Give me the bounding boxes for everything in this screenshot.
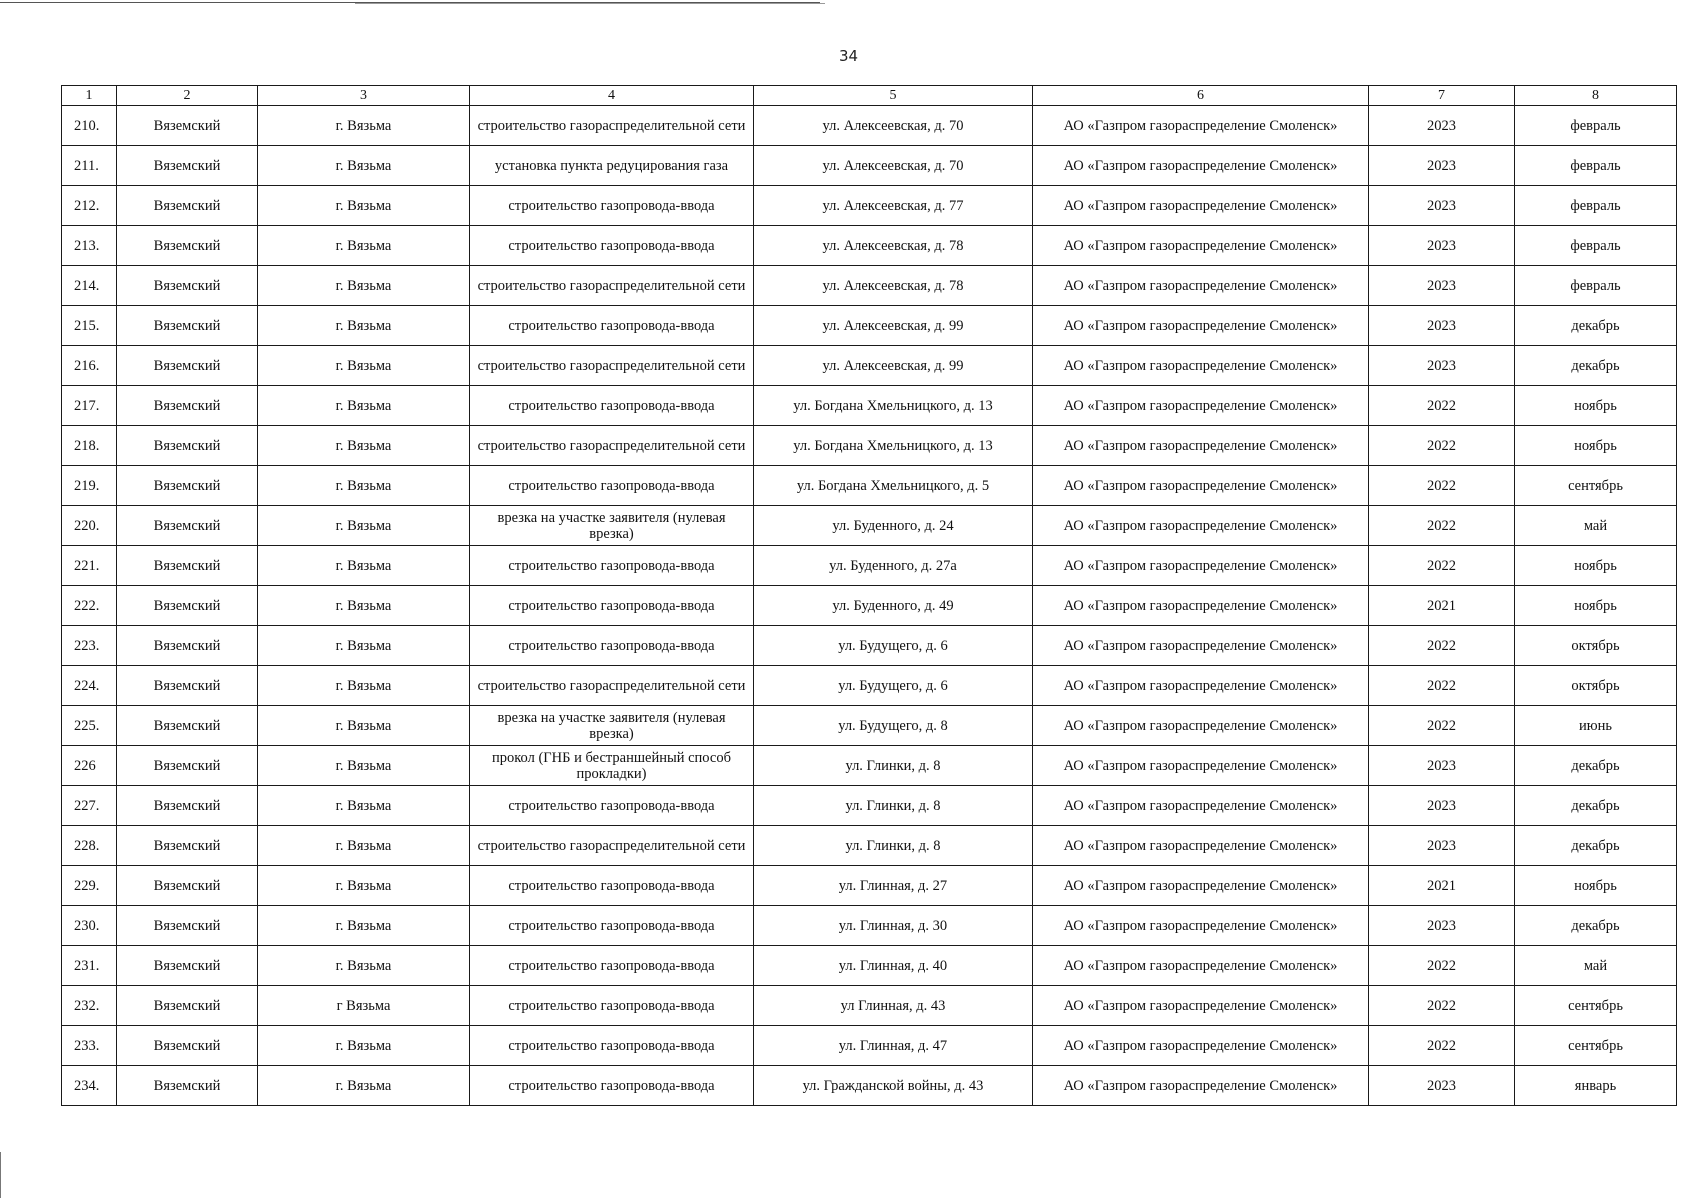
address-cell: ул. Глинная, д. 47 xyxy=(754,1026,1033,1066)
district-cell: Вяземский xyxy=(117,466,258,506)
table-row xyxy=(62,346,1677,386)
scan-edge-line-faint xyxy=(355,3,825,4)
row-number: 226 xyxy=(62,746,117,786)
year-cell: 2023 xyxy=(1369,746,1515,786)
table-row xyxy=(62,1066,1677,1106)
organization-cell: АО «Газпром газораспределение Смоленск» xyxy=(1033,186,1369,226)
locality-cell: г Вязьма xyxy=(258,986,470,1026)
year-cell: 2023 xyxy=(1369,186,1515,226)
table-row xyxy=(62,266,1677,306)
district-cell: Вяземский xyxy=(117,1066,258,1106)
address-cell: ул. Глинки, д. 8 xyxy=(754,786,1033,826)
year-cell: 2021 xyxy=(1369,866,1515,906)
work-type-cell: строительство газораспределительной сети xyxy=(470,826,754,866)
work-type-cell: строительство газопровода-ввода xyxy=(470,906,754,946)
month-cell: сентябрь xyxy=(1515,1026,1677,1066)
district-cell: Вяземский xyxy=(117,866,258,906)
year-cell: 2022 xyxy=(1369,986,1515,1026)
organization-cell: АО «Газпром газораспределение Смоленск» xyxy=(1033,546,1369,586)
address-cell: ул. Будущего, д. 6 xyxy=(754,626,1033,666)
table-row xyxy=(62,706,1677,746)
district-cell: Вяземский xyxy=(117,186,258,226)
district-cell: Вяземский xyxy=(117,386,258,426)
locality-cell: г. Вязьма xyxy=(258,586,470,626)
table-row xyxy=(62,746,1677,786)
month-cell: май xyxy=(1515,506,1677,546)
address-cell: ул. Богдана Хмельницкого, д. 13 xyxy=(754,426,1033,466)
locality-cell: г. Вязьма xyxy=(258,946,470,986)
column-header-5: 5 xyxy=(754,86,1033,106)
row-number: 227. xyxy=(62,786,117,826)
row-number: 228. xyxy=(62,826,117,866)
page-number: 34 xyxy=(838,47,859,65)
table-row xyxy=(62,1026,1677,1066)
table-row xyxy=(62,946,1677,986)
organization-cell: АО «Газпром газораспределение Смоленск» xyxy=(1033,306,1369,346)
work-type-cell: установка пункта редуцирования газа xyxy=(470,146,754,186)
district-cell: Вяземский xyxy=(117,426,258,466)
year-cell: 2023 xyxy=(1369,906,1515,946)
district-cell: Вяземский xyxy=(117,906,258,946)
table-row xyxy=(62,146,1677,186)
year-cell: 2022 xyxy=(1369,466,1515,506)
month-cell: сентябрь xyxy=(1515,466,1677,506)
year-cell: 2023 xyxy=(1369,106,1515,146)
locality-cell: г. Вязьма xyxy=(258,746,470,786)
month-cell: ноябрь xyxy=(1515,386,1677,426)
organization-cell: АО «Газпром газораспределение Смоленск» xyxy=(1033,346,1369,386)
organization-cell: АО «Газпром газораспределение Смоленск» xyxy=(1033,266,1369,306)
address-cell: ул. Алексеевская, д. 99 xyxy=(754,346,1033,386)
address-cell: ул. Алексеевская, д. 78 xyxy=(754,226,1033,266)
locality-cell: г. Вязьма xyxy=(258,1066,470,1106)
work-type-cell: врезка на участке заявителя (нулевая врезка) xyxy=(470,506,754,546)
month-cell: февраль xyxy=(1515,186,1677,226)
locality-cell: г. Вязьма xyxy=(258,826,470,866)
organization-cell: АО «Газпром газораспределение Смоленск» xyxy=(1033,106,1369,146)
district-cell: Вяземский xyxy=(117,786,258,826)
organization-cell: АО «Газпром газораспределение Смоленск» xyxy=(1033,866,1369,906)
locality-cell: г. Вязьма xyxy=(258,1026,470,1066)
work-type-cell: строительство газопровода-ввода xyxy=(470,1066,754,1106)
row-number: 212. xyxy=(62,186,117,226)
row-number: 225. xyxy=(62,706,117,746)
locality-cell: г. Вязьма xyxy=(258,786,470,826)
address-cell: ул. Буденного, д. 24 xyxy=(754,506,1033,546)
organization-cell: АО «Газпром газораспределение Смоленск» xyxy=(1033,506,1369,546)
work-type-cell: строительство газопровода-ввода xyxy=(470,866,754,906)
table-row xyxy=(62,386,1677,426)
work-type-cell: строительство газораспределительной сети xyxy=(470,106,754,146)
month-cell: ноябрь xyxy=(1515,426,1677,466)
month-cell: февраль xyxy=(1515,226,1677,266)
address-cell: ул. Буденного, д. 49 xyxy=(754,586,1033,626)
row-number: 229. xyxy=(62,866,117,906)
month-cell: октябрь xyxy=(1515,666,1677,706)
month-cell: май xyxy=(1515,946,1677,986)
work-type-cell: строительство газопровода-ввода xyxy=(470,386,754,426)
work-type-cell: строительство газопровода-ввода xyxy=(470,946,754,986)
month-cell: декабрь xyxy=(1515,346,1677,386)
locality-cell: г. Вязьма xyxy=(258,226,470,266)
organization-cell: АО «Газпром газораспределение Смоленск» xyxy=(1033,986,1369,1026)
organization-cell: АО «Газпром газораспределение Смоленск» xyxy=(1033,466,1369,506)
row-number: 232. xyxy=(62,986,117,1026)
year-cell: 2022 xyxy=(1369,1026,1515,1066)
row-number: 224. xyxy=(62,666,117,706)
address-cell: ул. Алексеевская, д. 70 xyxy=(754,146,1033,186)
month-cell: декабрь xyxy=(1515,786,1677,826)
organization-cell: АО «Газпром газораспределение Смоленск» xyxy=(1033,826,1369,866)
district-cell: Вяземский xyxy=(117,666,258,706)
year-cell: 2023 xyxy=(1369,266,1515,306)
district-cell: Вяземский xyxy=(117,306,258,346)
year-cell: 2023 xyxy=(1369,146,1515,186)
work-type-cell: строительство газопровода-ввода xyxy=(470,546,754,586)
year-cell: 2022 xyxy=(1369,546,1515,586)
row-number: 215. xyxy=(62,306,117,346)
address-cell: ул. Глинная, д. 30 xyxy=(754,906,1033,946)
address-cell: ул. Буденного, д. 27а xyxy=(754,546,1033,586)
organization-cell: АО «Газпром газораспределение Смоленск» xyxy=(1033,1026,1369,1066)
row-number: 210. xyxy=(62,106,117,146)
table-row xyxy=(62,426,1677,466)
table-row xyxy=(62,786,1677,826)
organization-cell: АО «Газпром газораспределение Смоленск» xyxy=(1033,946,1369,986)
year-cell: 2023 xyxy=(1369,346,1515,386)
table-row xyxy=(62,466,1677,506)
year-cell: 2022 xyxy=(1369,946,1515,986)
month-cell: февраль xyxy=(1515,146,1677,186)
work-type-cell: строительство газораспределительной сети xyxy=(470,426,754,466)
address-cell: ул. Гражданской войны, д. 43 xyxy=(754,1066,1033,1106)
row-number: 230. xyxy=(62,906,117,946)
organization-cell: АО «Газпром газораспределение Смоленск» xyxy=(1033,226,1369,266)
locality-cell: г. Вязьма xyxy=(258,146,470,186)
organization-cell: АО «Газпром газораспределение Смоленск» xyxy=(1033,426,1369,466)
scan-edge-mark xyxy=(0,1152,1,1198)
locality-cell: г. Вязьма xyxy=(258,706,470,746)
work-type-cell: строительство газопровода-ввода xyxy=(470,786,754,826)
district-cell: Вяземский xyxy=(117,106,258,146)
year-cell: 2023 xyxy=(1369,786,1515,826)
table-row xyxy=(62,226,1677,266)
work-type-cell: строительство газораспределительной сети xyxy=(470,666,754,706)
work-type-cell: строительство газопровода-ввода xyxy=(470,986,754,1026)
locality-cell: г. Вязьма xyxy=(258,546,470,586)
row-number: 233. xyxy=(62,1026,117,1066)
header-row xyxy=(62,86,1677,106)
table-row xyxy=(62,306,1677,346)
locality-cell: г. Вязьма xyxy=(258,666,470,706)
district-cell: Вяземский xyxy=(117,626,258,666)
district-cell: Вяземский xyxy=(117,826,258,866)
organization-cell: АО «Газпром газораспределение Смоленск» xyxy=(1033,746,1369,786)
address-cell: ул. Глинная, д. 40 xyxy=(754,946,1033,986)
organization-cell: АО «Газпром газораспределение Смоленск» xyxy=(1033,706,1369,746)
month-cell: июнь xyxy=(1515,706,1677,746)
address-cell: ул. Глинная, д. 27 xyxy=(754,866,1033,906)
district-cell: Вяземский xyxy=(117,706,258,746)
address-cell: ул. Богдана Хмельницкого, д. 13 xyxy=(754,386,1033,426)
address-cell: ул. Алексеевская, д. 77 xyxy=(754,186,1033,226)
organization-cell: АО «Газпром газораспределение Смоленск» xyxy=(1033,386,1369,426)
district-cell: Вяземский xyxy=(117,1026,258,1066)
work-type-cell: врезка на участке заявителя (нулевая врезка) xyxy=(470,706,754,746)
locality-cell: г. Вязьма xyxy=(258,266,470,306)
year-cell: 2023 xyxy=(1369,1066,1515,1106)
table-row xyxy=(62,866,1677,906)
district-cell: Вяземский xyxy=(117,346,258,386)
month-cell: декабрь xyxy=(1515,746,1677,786)
row-number: 216. xyxy=(62,346,117,386)
month-cell: декабрь xyxy=(1515,306,1677,346)
table-row xyxy=(62,106,1677,146)
address-cell: ул. Будущего, д. 6 xyxy=(754,666,1033,706)
work-type-cell: строительство газопровода-ввода xyxy=(470,226,754,266)
row-number: 214. xyxy=(62,266,117,306)
work-type-cell: прокол (ГНБ и бестраншейный способ прокладки) xyxy=(470,746,754,786)
address-cell: ул. Глинки, д. 8 xyxy=(754,826,1033,866)
year-cell: 2022 xyxy=(1369,386,1515,426)
table-body xyxy=(62,106,1677,1106)
organization-cell: АО «Газпром газораспределение Смоленск» xyxy=(1033,1066,1369,1106)
table-row xyxy=(62,626,1677,666)
month-cell: ноябрь xyxy=(1515,546,1677,586)
column-header-4: 4 xyxy=(470,86,754,106)
row-number: 217. xyxy=(62,386,117,426)
row-number: 220. xyxy=(62,506,117,546)
column-header-7: 7 xyxy=(1369,86,1515,106)
locality-cell: г. Вязьма xyxy=(258,346,470,386)
locality-cell: г. Вязьма xyxy=(258,866,470,906)
column-header-3: 3 xyxy=(258,86,470,106)
row-number: 221. xyxy=(62,546,117,586)
district-cell: Вяземский xyxy=(117,506,258,546)
row-number: 219. xyxy=(62,466,117,506)
month-cell: ноябрь xyxy=(1515,866,1677,906)
locality-cell: г. Вязьма xyxy=(258,626,470,666)
locality-cell: г. Вязьма xyxy=(258,906,470,946)
year-cell: 2021 xyxy=(1369,586,1515,626)
address-cell: ул Глинная, д. 43 xyxy=(754,986,1033,1026)
row-number: 211. xyxy=(62,146,117,186)
row-number: 234. xyxy=(62,1066,117,1106)
column-header-1: 1 xyxy=(62,86,117,106)
year-cell: 2022 xyxy=(1369,666,1515,706)
locality-cell: г. Вязьма xyxy=(258,386,470,426)
row-number: 231. xyxy=(62,946,117,986)
month-cell: февраль xyxy=(1515,266,1677,306)
work-type-cell: строительство газопровода-ввода xyxy=(470,186,754,226)
district-cell: Вяземский xyxy=(117,546,258,586)
column-header-8: 8 xyxy=(1515,86,1677,106)
month-cell: сентябрь xyxy=(1515,986,1677,1026)
row-number: 213. xyxy=(62,226,117,266)
work-type-cell: строительство газопровода-ввода xyxy=(470,306,754,346)
table-row xyxy=(62,586,1677,626)
year-cell: 2022 xyxy=(1369,426,1515,466)
work-type-cell: строительство газораспределительной сети xyxy=(470,266,754,306)
work-type-cell: строительство газопровода-ввода xyxy=(470,626,754,666)
address-cell: ул. Алексеевская, д. 99 xyxy=(754,306,1033,346)
organization-cell: АО «Газпром газораспределение Смоленск» xyxy=(1033,146,1369,186)
table-row xyxy=(62,906,1677,946)
district-cell: Вяземский xyxy=(117,746,258,786)
locality-cell: г. Вязьма xyxy=(258,426,470,466)
gasification-table xyxy=(61,85,1677,1106)
row-number: 218. xyxy=(62,426,117,466)
organization-cell: АО «Газпром газораспределение Смоленск» xyxy=(1033,666,1369,706)
work-type-cell: строительство газопровода-ввода xyxy=(470,586,754,626)
row-number: 223. xyxy=(62,626,117,666)
address-cell: ул. Будущего, д. 8 xyxy=(754,706,1033,746)
year-cell: 2022 xyxy=(1369,626,1515,666)
district-cell: Вяземский xyxy=(117,226,258,266)
year-cell: 2023 xyxy=(1369,826,1515,866)
table-row xyxy=(62,986,1677,1026)
locality-cell: г. Вязьма xyxy=(258,466,470,506)
month-cell: декабрь xyxy=(1515,906,1677,946)
district-cell: Вяземский xyxy=(117,146,258,186)
address-cell: ул. Глинки, д. 8 xyxy=(754,746,1033,786)
district-cell: Вяземский xyxy=(117,986,258,1026)
year-cell: 2023 xyxy=(1369,306,1515,346)
column-header-6: 6 xyxy=(1033,86,1369,106)
district-cell: Вяземский xyxy=(117,946,258,986)
month-cell: декабрь xyxy=(1515,826,1677,866)
work-type-cell: строительство газопровода-ввода xyxy=(470,1026,754,1066)
address-cell: ул. Алексеевская, д. 70 xyxy=(754,106,1033,146)
column-header-2: 2 xyxy=(117,86,258,106)
table-row xyxy=(62,546,1677,586)
month-cell: октябрь xyxy=(1515,626,1677,666)
year-cell: 2022 xyxy=(1369,706,1515,746)
locality-cell: г. Вязьма xyxy=(258,186,470,226)
organization-cell: АО «Газпром газораспределение Смоленск» xyxy=(1033,626,1369,666)
table-row xyxy=(62,826,1677,866)
locality-cell: г. Вязьма xyxy=(258,106,470,146)
address-cell: ул. Алексеевская, д. 78 xyxy=(754,266,1033,306)
month-cell: ноябрь xyxy=(1515,586,1677,626)
table-row xyxy=(62,186,1677,226)
work-type-cell: строительство газораспределительной сети xyxy=(470,346,754,386)
row-number: 222. xyxy=(62,586,117,626)
address-cell: ул. Богдана Хмельницкого, д. 5 xyxy=(754,466,1033,506)
year-cell: 2023 xyxy=(1369,226,1515,266)
month-cell: февраль xyxy=(1515,106,1677,146)
district-cell: Вяземский xyxy=(117,266,258,306)
work-type-cell: строительство газопровода-ввода xyxy=(470,466,754,506)
table-row xyxy=(62,506,1677,546)
organization-cell: АО «Газпром газораспределение Смоленск» xyxy=(1033,786,1369,826)
locality-cell: г. Вязьма xyxy=(258,506,470,546)
district-cell: Вяземский xyxy=(117,586,258,626)
table-row xyxy=(62,666,1677,706)
year-cell: 2022 xyxy=(1369,506,1515,546)
month-cell: январь xyxy=(1515,1066,1677,1106)
locality-cell: г. Вязьма xyxy=(258,306,470,346)
organization-cell: АО «Газпром газораспределение Смоленск» xyxy=(1033,586,1369,626)
organization-cell: АО «Газпром газораспределение Смоленск» xyxy=(1033,906,1369,946)
